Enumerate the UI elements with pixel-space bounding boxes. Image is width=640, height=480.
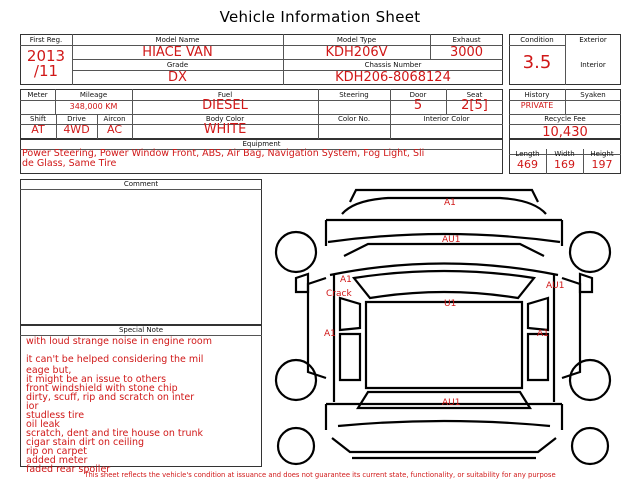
note-line: ior xyxy=(26,400,39,412)
door-value: 5 xyxy=(413,98,423,113)
model-name-label: Model Name xyxy=(155,36,200,44)
note-line: oil leak xyxy=(26,418,60,430)
exhaust-value: 3000 xyxy=(449,45,484,60)
exhaust-label: Exhaust xyxy=(452,36,481,44)
note-line xyxy=(26,347,260,354)
syaken-label: Syaken xyxy=(580,91,606,99)
height-label: Height xyxy=(590,150,614,158)
special-note-text xyxy=(26,336,260,474)
note-line: with loud strange noise in engine room xyxy=(26,336,212,347)
fuel-value: DIESEL xyxy=(202,98,248,113)
note-line: cigar stain dirt on ceiling xyxy=(26,436,145,448)
special-note-label: Special Note xyxy=(118,326,164,334)
note-line: faded rear spoiler xyxy=(26,463,111,475)
mark-right-front: AU1 xyxy=(546,281,565,291)
note-line: rip on carpet xyxy=(26,445,87,457)
mileage-value: 348,000 KM xyxy=(69,102,118,111)
page-title: Vehicle Information Sheet xyxy=(219,8,421,26)
length-value: 469 xyxy=(517,158,538,171)
fuel-label: Fuel xyxy=(217,91,233,99)
mark-left-side: A1 xyxy=(324,329,336,339)
mark-roof: U1 xyxy=(444,299,457,309)
height-value: 197 xyxy=(591,158,613,171)
note-line: front windshield with stone chip xyxy=(26,382,178,394)
equipment-label: Equipment xyxy=(242,140,281,148)
mark-right-side: A1 xyxy=(537,329,549,339)
width-label: Width xyxy=(554,150,575,158)
seat-value: 2[5] xyxy=(461,98,488,113)
exterior-label: Exterior xyxy=(579,36,607,44)
first-reg-value xyxy=(20,49,72,79)
grade-value: DX xyxy=(168,70,187,85)
note-line: studless tire xyxy=(26,409,85,421)
recycle-fee-value: 10,430 xyxy=(542,125,588,140)
vehicle-diagram xyxy=(268,180,620,470)
mark-hood: AU1 xyxy=(442,235,461,245)
equipment-text xyxy=(22,149,502,169)
note-line: eage but, xyxy=(26,364,72,376)
meter-label: Meter xyxy=(27,91,48,99)
model-type-value: KDH206V xyxy=(325,45,388,60)
first-reg-month: /11 xyxy=(33,62,59,80)
shift-label: Shift xyxy=(30,115,46,123)
length-label: Length xyxy=(515,150,540,158)
interior-label: Interior xyxy=(580,61,606,69)
condition-label: Condition xyxy=(520,36,554,44)
comment-label: Comment xyxy=(123,180,159,188)
color-no-label: Color No. xyxy=(337,115,371,123)
grade-label: Grade xyxy=(166,61,189,69)
aircon-value: AC xyxy=(106,123,122,136)
equipment-line-2: de Glass, Same Tire xyxy=(22,158,117,169)
aircon-label: Aircon xyxy=(103,115,126,123)
mark-rear: AU1 xyxy=(442,398,461,408)
note-line: it can't be helped considering the mil xyxy=(26,354,204,366)
equipment-line-1: Power Steering, Power Window Front, ABS, Air Bag, Navigation System, Fog Light, Sli xyxy=(22,148,425,159)
drive-value: 4WD xyxy=(63,123,90,136)
mark-front: A1 xyxy=(444,198,456,208)
width-value: 169 xyxy=(554,158,575,171)
seat-label: Seat xyxy=(466,91,483,99)
model-name-value: HIACE VAN xyxy=(142,45,213,60)
note-line: it might be an issue to others xyxy=(26,373,167,385)
chassis-value: KDH206-8068124 xyxy=(335,70,451,85)
interior-color-label: Interior Color xyxy=(423,115,470,123)
history-label: History xyxy=(524,91,550,99)
disclaimer-footer: This sheet reflects the vehicle's condition at issuance and does not guarantee its current state, functionality, or suitability for any purpose xyxy=(84,471,556,479)
body-color-label: Body Color xyxy=(205,115,245,123)
comment-box xyxy=(20,179,262,325)
history-value: PRIVATE xyxy=(520,101,554,110)
note-line: scratch, dent and tire house on trunk xyxy=(26,427,204,439)
body-color-value: WHITE xyxy=(203,122,247,137)
recycle-fee-label: Recycle Fee xyxy=(544,115,586,123)
chassis-label: Chassis Number xyxy=(364,61,422,69)
first-reg-label: First Reg. xyxy=(29,36,63,44)
mileage-label: Mileage xyxy=(79,91,108,99)
note-line: dirty, scuff, rip and scratch on inter xyxy=(26,391,195,403)
shift-value: AT xyxy=(31,123,45,136)
condition-value: 3.5 xyxy=(522,52,552,73)
note-line: added meter xyxy=(26,454,88,466)
drive-label: Drive xyxy=(67,115,86,123)
mark-left-front-a: A1 xyxy=(340,275,352,285)
mark-left-front-b: Crack xyxy=(326,289,352,299)
steering-label: Steering xyxy=(339,91,369,99)
model-type-label: Model Type xyxy=(336,36,377,44)
door-label: Door xyxy=(409,91,427,99)
first-reg-year: 2013 xyxy=(26,47,66,65)
